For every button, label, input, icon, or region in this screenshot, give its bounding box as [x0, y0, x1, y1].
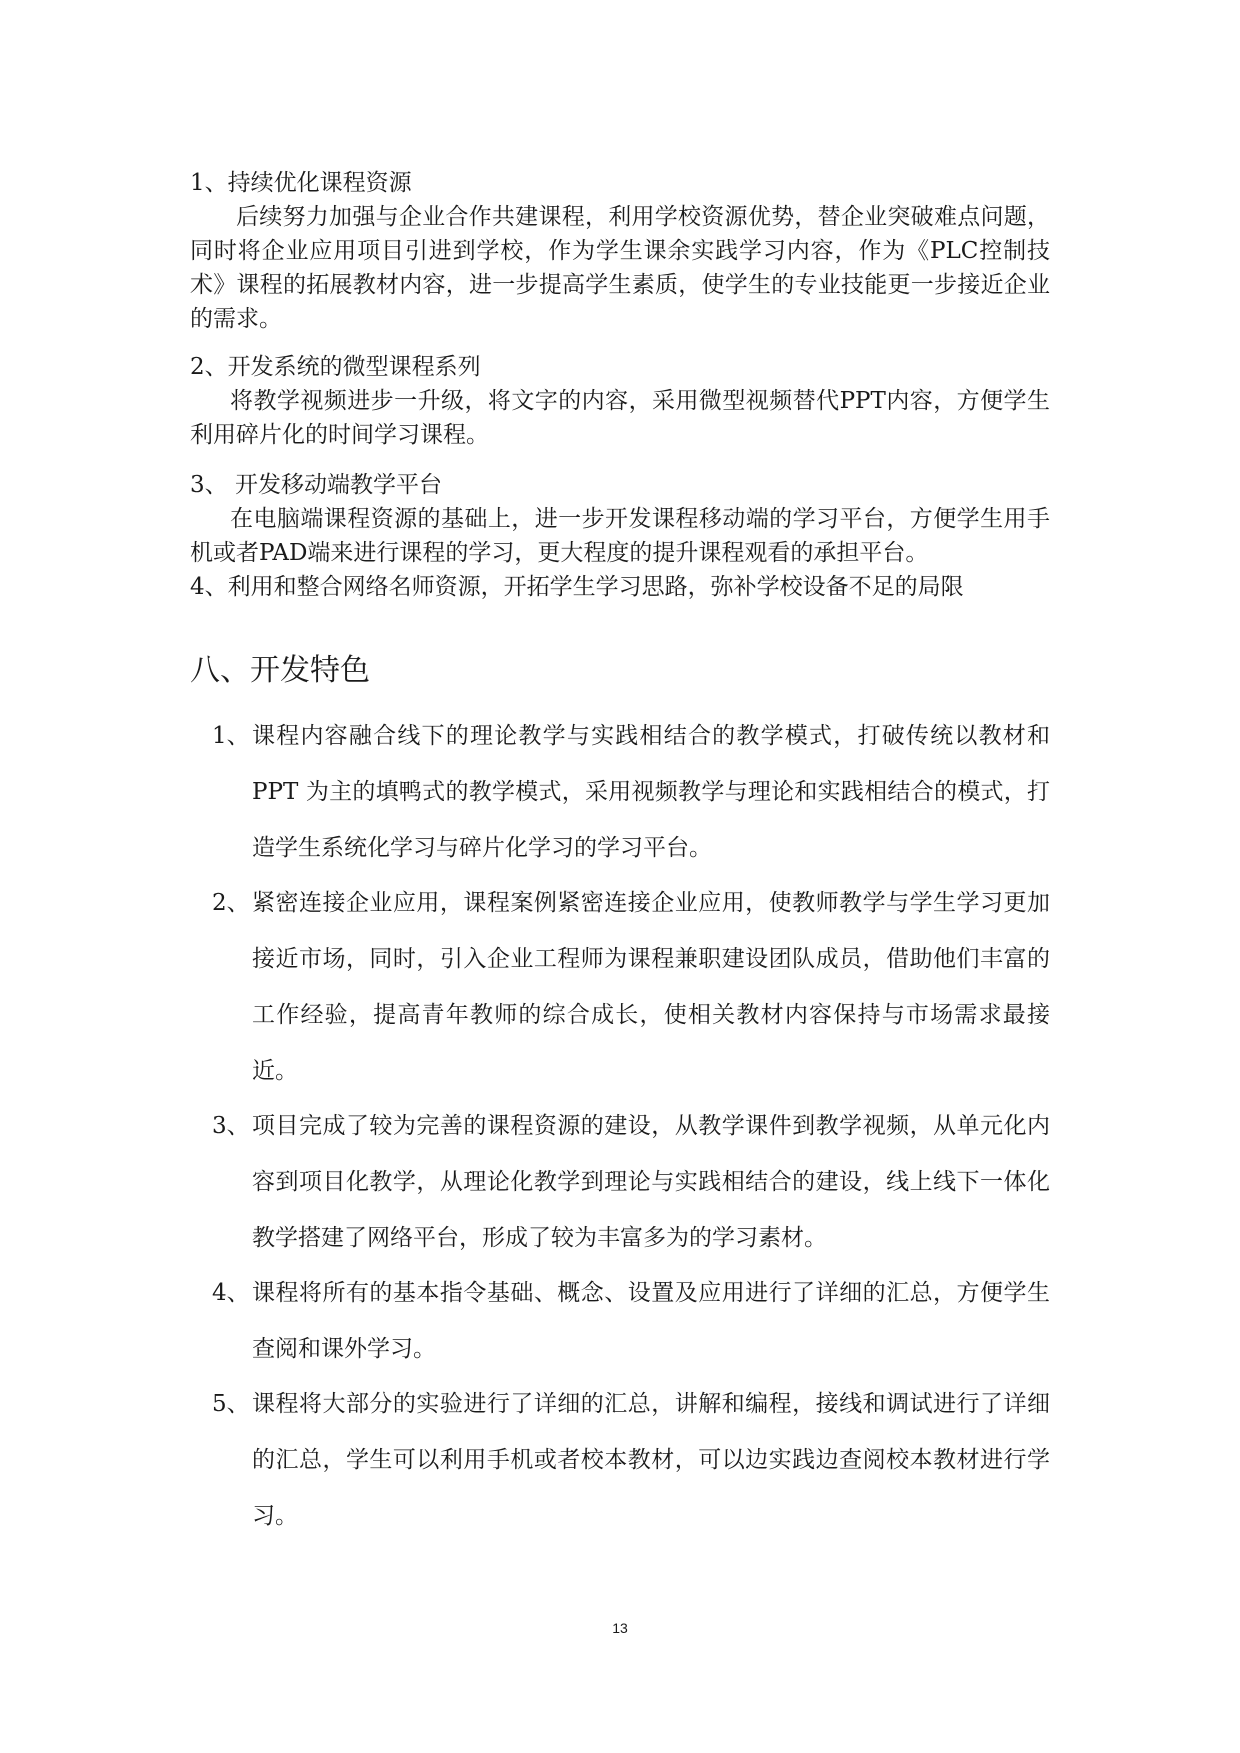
feature-item-3	[212, 1098, 1050, 1266]
feature-item-4	[212, 1265, 1050, 1377]
feature-item-text: 项目完成了较为完善的课程资源的建设，从教学课件到教学视频，从单元化内容到项目化教学，从理论化教学到理论与实践相结合的建设，线上线下一体化教学搭建了网络平台，形成了较为丰富多为的学习素材。	[252, 1113, 1050, 1251]
feature-item-number: 5、	[212, 1391, 250, 1417]
feature-item-text: 课程内容融合线下的理论教学与实践相结合的教学模式，打破传统以教材和 PPT 为主的填鸭式的教学模式，采用视频教学与理论和实践相结合的模式，打造学生系统化学习与碎片化学习的学习平台。	[252, 723, 1050, 861]
plan-item-2-heading: 2、开发系统的微型课程系列	[190, 354, 481, 380]
page-number: 13	[612, 1620, 628, 1636]
plan-item-1-heading: 1、持续优化课程资源	[190, 170, 412, 196]
feature-item-text: 课程将所有的基本指令基础、概念、设置及应用进行了详细的汇总，方便学生查阅和课外学习。	[252, 1280, 1050, 1362]
feature-item-number: 4、	[212, 1280, 250, 1306]
plan-item-3-heading: 3、 开发移动端教学平台	[190, 472, 442, 498]
feature-item-number: 1、	[212, 723, 250, 749]
feature-item-5	[212, 1376, 1050, 1544]
plan-item-3-body: 在电脑端课程资源的基础上，进一步开发课程移动端的学习平台，方便学生用手机或者PAD端来进行课程的学习，更大程度的提升课程观看的承担平台。	[190, 506, 1050, 566]
feature-item-number: 3、	[212, 1113, 250, 1139]
feature-item-text: 课程将大部分的实验进行了详细的汇总，讲解和编程，接线和调试进行了详细的汇总，学生可以利用手机或者校本教材，可以边实践边查阅校本教材进行学习。	[252, 1391, 1050, 1529]
plan-item-2-body: 将教学视频进步一升级，将文字的内容，采用微型视频替代PPT内容，方便学生利用碎片化的时间学习课程。	[190, 388, 1050, 448]
feature-item-1	[212, 708, 1050, 876]
feature-item-text: 紧密连接企业应用，课程案例紧密连接企业应用，使教师教学与学生学习更加接近市场，同时，引入企业工程师为课程兼职建设团队成员，借助他们丰富的工作经验，提高青年教师的综合成长，使相关教材内容保持与市场需求最接近。	[252, 890, 1050, 1084]
feature-item-number: 2、	[212, 890, 250, 916]
feature-item-2	[212, 875, 1050, 1099]
plan-item-1-body: 后续努力加强与企业合作共建课程，利用学校资源优势，替企业突破难点问题，同时将企业应用项目引进到学校，作为学生课余实践学习内容，作为《PLC控制技术》课程的拓展教材内容，进一步提高学生素质，使学生的专业技能更一步接近企业的需求。	[190, 204, 1050, 332]
section-title: 八、开发特色	[190, 653, 370, 688]
plan-item-4-heading: 4、利用和整合网络名师资源，开拓学生学习思路，弥补学校设备不足的局限	[190, 574, 964, 600]
